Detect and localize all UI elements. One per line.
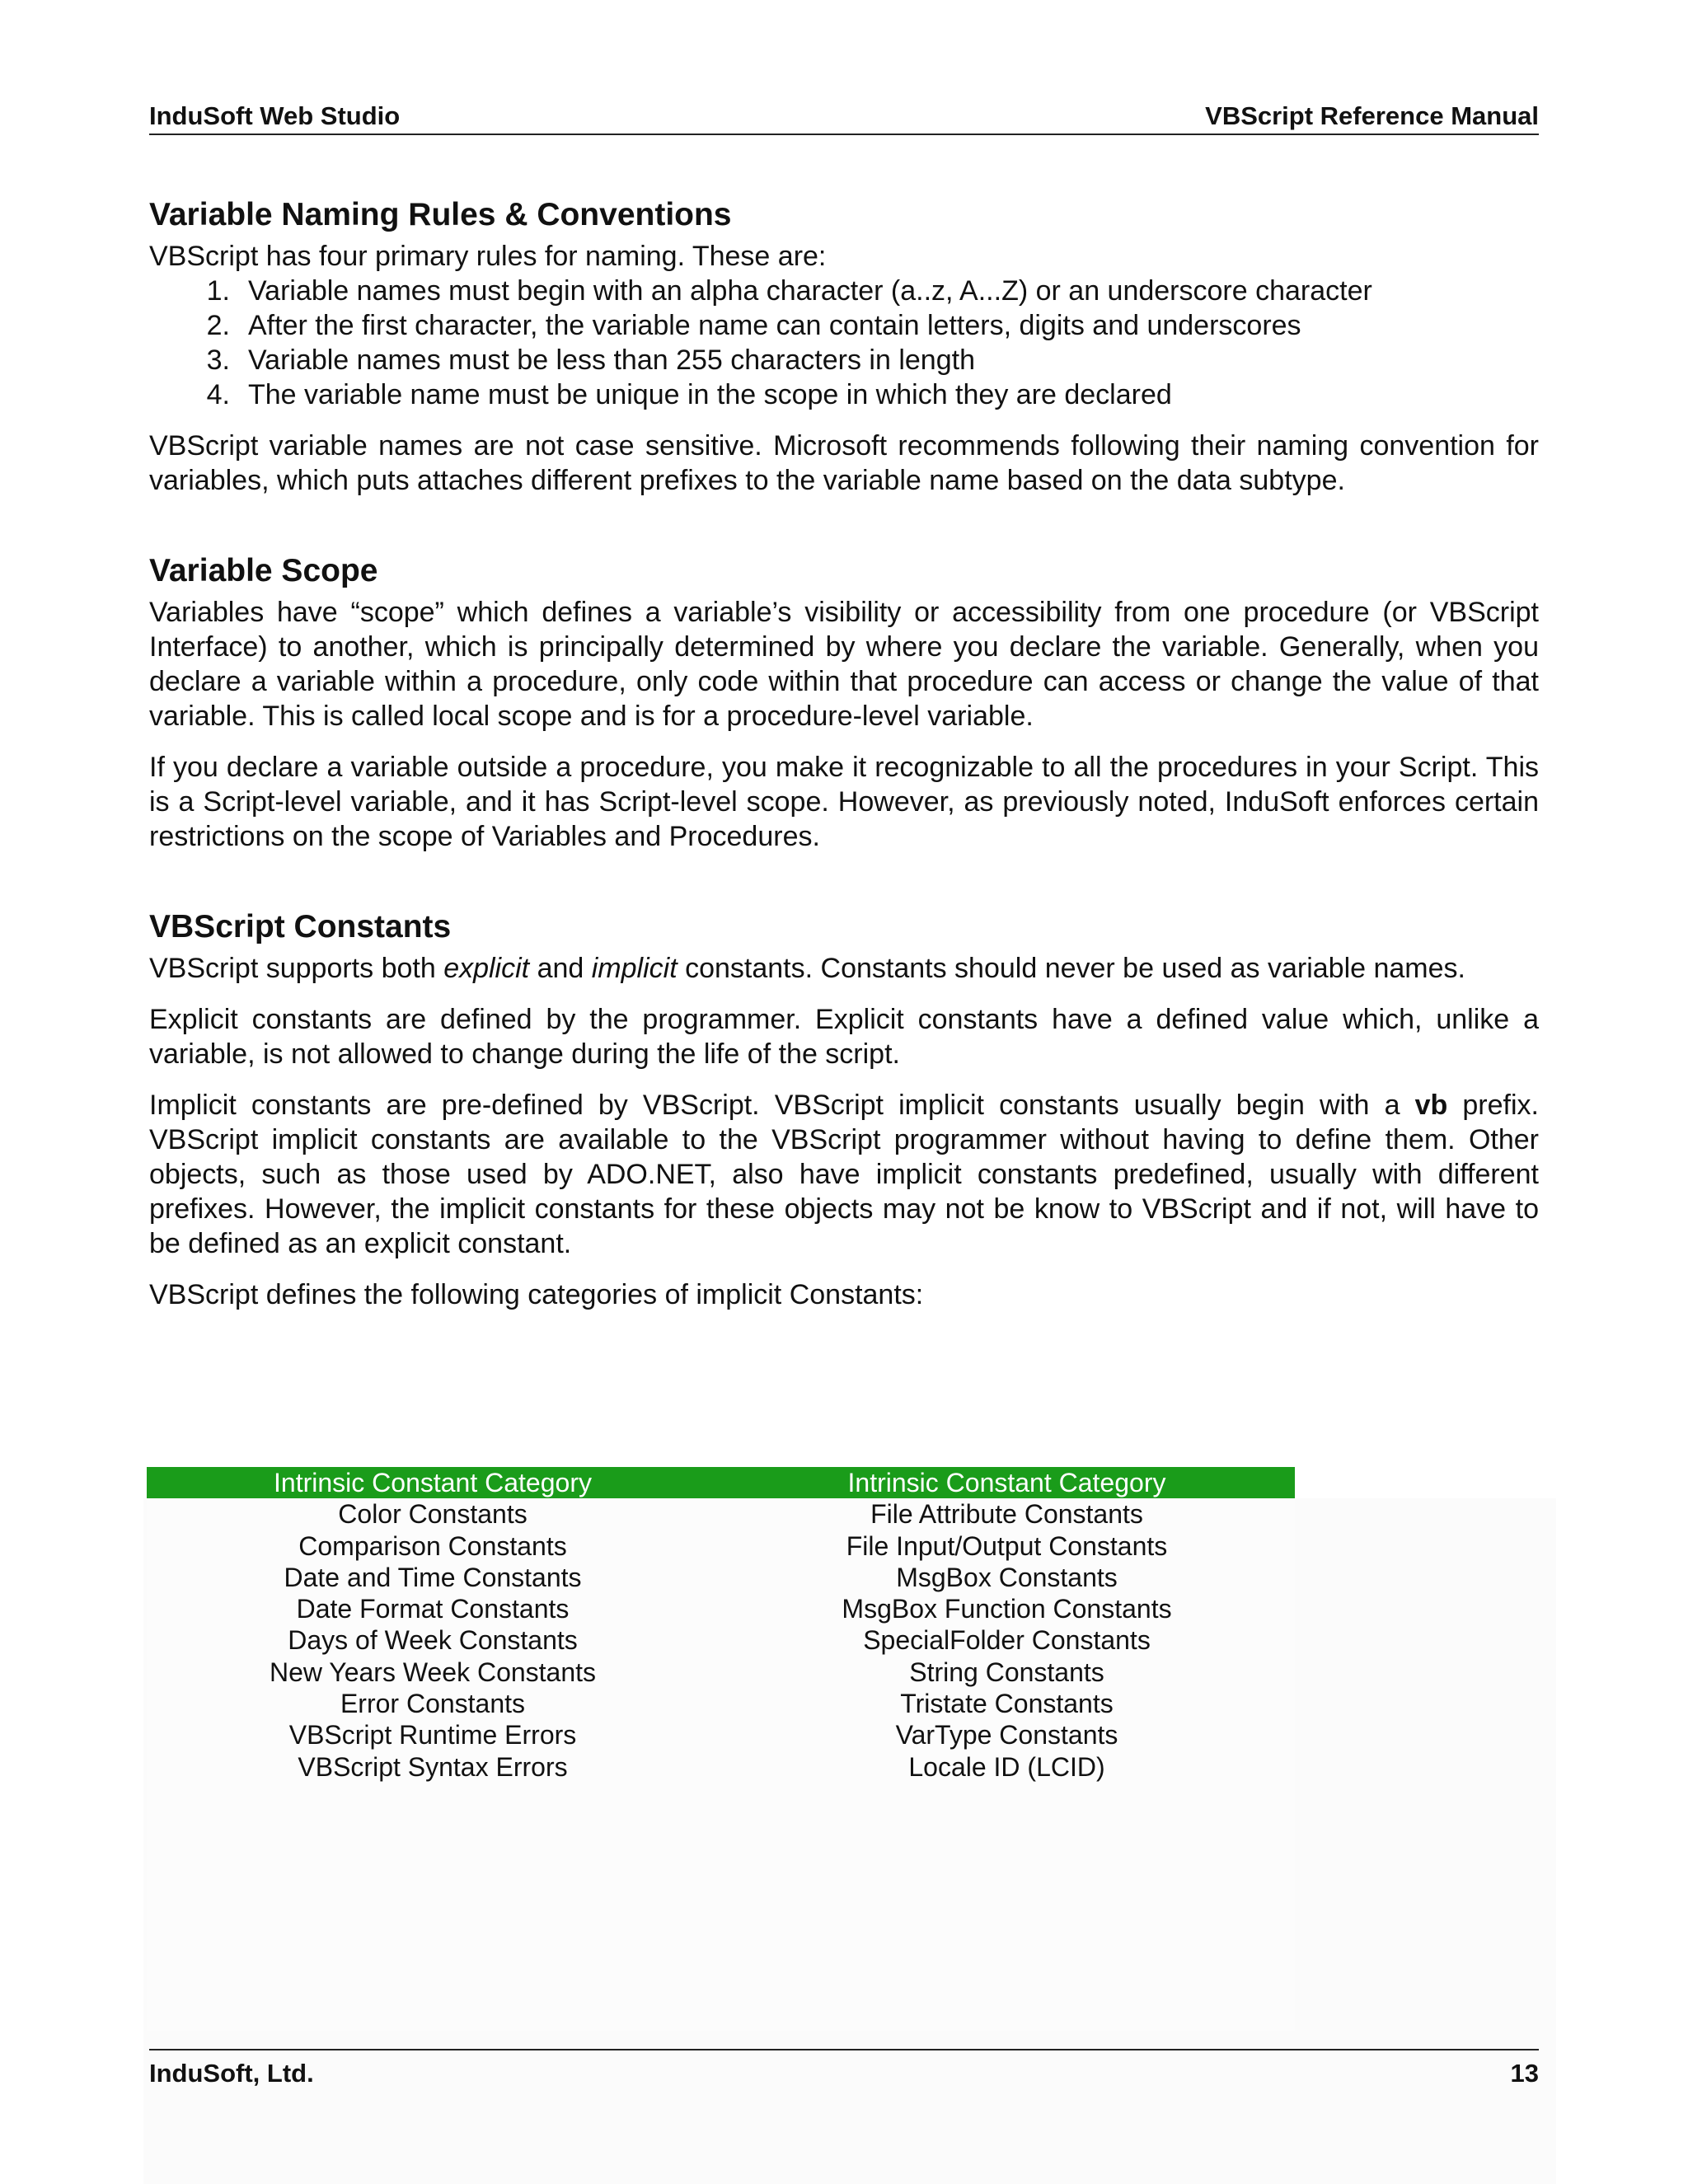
table-cell: Days of Week Constants bbox=[288, 1625, 578, 1656]
section-title-constants: VBScript Constants bbox=[149, 909, 452, 944]
column-header: Intrinsic Constant Category bbox=[274, 1468, 592, 1497]
page-content bbox=[149, 191, 1539, 1312]
section-naming-rules bbox=[149, 191, 1539, 498]
header-manual-title: VBScript Reference Manual bbox=[1205, 101, 1539, 130]
constants-paragraph-3: Implicit constants are pre-defined by VBScript. VBScript implicit constants usually begin with a vb prefix. VBScript implicit constants are available to the VBScript programmer without having to define them. Other objects, such as those used by ADO.NET, also have implicit constants predefined, usually with different prefixes. However, the implicit constants for these objects may not be know to VBScript and if not, will have to be defined as an explicit constant. bbox=[149, 1090, 1539, 1259]
table-row bbox=[147, 1657, 1295, 1688]
table-row bbox=[147, 1562, 1295, 1593]
table-cell: VBScript Syntax Errors bbox=[298, 1751, 568, 1782]
list-item: 1. Variable names must begin with an alpha character (a..z, A...Z) or an underscore character bbox=[206, 275, 1372, 307]
table-header-row bbox=[147, 1467, 1295, 1498]
section-variable-scope bbox=[149, 547, 1539, 854]
table-cell: Comparison Constants bbox=[298, 1530, 567, 1561]
table-row bbox=[147, 1719, 1295, 1750]
table-row bbox=[147, 1498, 1295, 1530]
column-header: Intrinsic Constant Category bbox=[847, 1468, 1166, 1497]
naming-rules-list bbox=[149, 274, 1539, 412]
section-title-naming: Variable Naming Rules & Conventions bbox=[149, 197, 732, 232]
running-footer bbox=[149, 2049, 1539, 2088]
list-item: 3. Variable names must be less than 255 characters in length bbox=[206, 344, 975, 376]
table-cell: MsgBox Function Constants bbox=[842, 1594, 1172, 1624]
table-cell: Error Constants bbox=[340, 1689, 526, 1719]
table-body bbox=[147, 1498, 1295, 2031]
table-row bbox=[147, 1624, 1295, 1656]
scope-paragraph-2: If you declare a variable outside a procedure, you make it recognizable to all the procedures in your Script. This is a Script-level variable, and it has Script-level scope. However, as previously noted, InduSoft enforces certain restrictions on the scope of Variables and Procedures. bbox=[149, 752, 1539, 852]
table-cell: Date and Time Constants bbox=[284, 1562, 582, 1592]
table-row bbox=[147, 1751, 1295, 1783]
constants-paragraph-2: Explicit constants are defined by the programmer. Explicit constants have a defined value which, unlike a variable, is not allowed to change during the life of the script. bbox=[149, 1004, 1539, 1070]
table-cell: VarType Constants bbox=[895, 1720, 1118, 1750]
list-item: 4. The variable name must be unique in the scope in which they are declared bbox=[206, 379, 1172, 410]
running-header bbox=[149, 99, 1539, 135]
table-cell: VBScript Runtime Errors bbox=[288, 1720, 577, 1750]
table-cell: File Input/Output Constants bbox=[846, 1530, 1168, 1561]
naming-intro: VBScript has four primary rules for naming. These are: bbox=[149, 241, 827, 272]
intrinsic-constants-table bbox=[147, 1467, 1295, 2031]
table-row bbox=[147, 1688, 1295, 1719]
table-row bbox=[147, 1530, 1295, 1562]
header-product-name: InduSoft Web Studio bbox=[149, 101, 401, 130]
section-constants bbox=[149, 903, 1539, 1312]
table-cell: SpecialFolder Constants bbox=[863, 1625, 1151, 1656]
footer-company: InduSoft, Ltd. bbox=[149, 2059, 314, 2088]
page-number: 13 bbox=[1510, 2059, 1539, 2088]
table-cell: Tristate Constants bbox=[900, 1689, 1114, 1719]
table-row bbox=[147, 1593, 1295, 1624]
constants-paragraph-4: VBScript defines the following categories of implicit Constants: bbox=[149, 1279, 924, 1310]
table-cell: String Constants bbox=[909, 1657, 1104, 1687]
table-cell: File Attribute Constants bbox=[870, 1499, 1143, 1530]
scope-paragraph-1: Variables have “scope” which defines a variable’s visibility or accessibility from one procedure (or VBScript Interface) to another, which is principally determined by where you declare the variable. Generally, when you declare a variable within a procedure, only code within that procedure can access or change the value of that variable. This is called local scope and is for a procedure-level variable. bbox=[149, 597, 1539, 732]
table-cell: Color Constants bbox=[338, 1499, 528, 1530]
table-cell: Date Format Constants bbox=[296, 1594, 570, 1624]
constants-paragraph-1: VBScript supports both explicit and implicit constants. Constants should never be used as variable names. bbox=[149, 953, 1465, 984]
list-item: 2. After the first character, the variable name can contain letters, digits and underscores bbox=[206, 310, 1301, 341]
table-cell: MsgBox Constants bbox=[896, 1562, 1118, 1592]
table-cell: Locale ID (LCID) bbox=[908, 1751, 1105, 1782]
naming-convention-paragraph: VBScript variable names are not case sensitive. Microsoft recommends following their naming convention for variables, which puts attaches different prefixes to the variable name based on the data subtype. bbox=[149, 430, 1539, 496]
section-title-scope: Variable Scope bbox=[149, 553, 378, 588]
table-cell: New Years Week Constants bbox=[269, 1657, 597, 1687]
